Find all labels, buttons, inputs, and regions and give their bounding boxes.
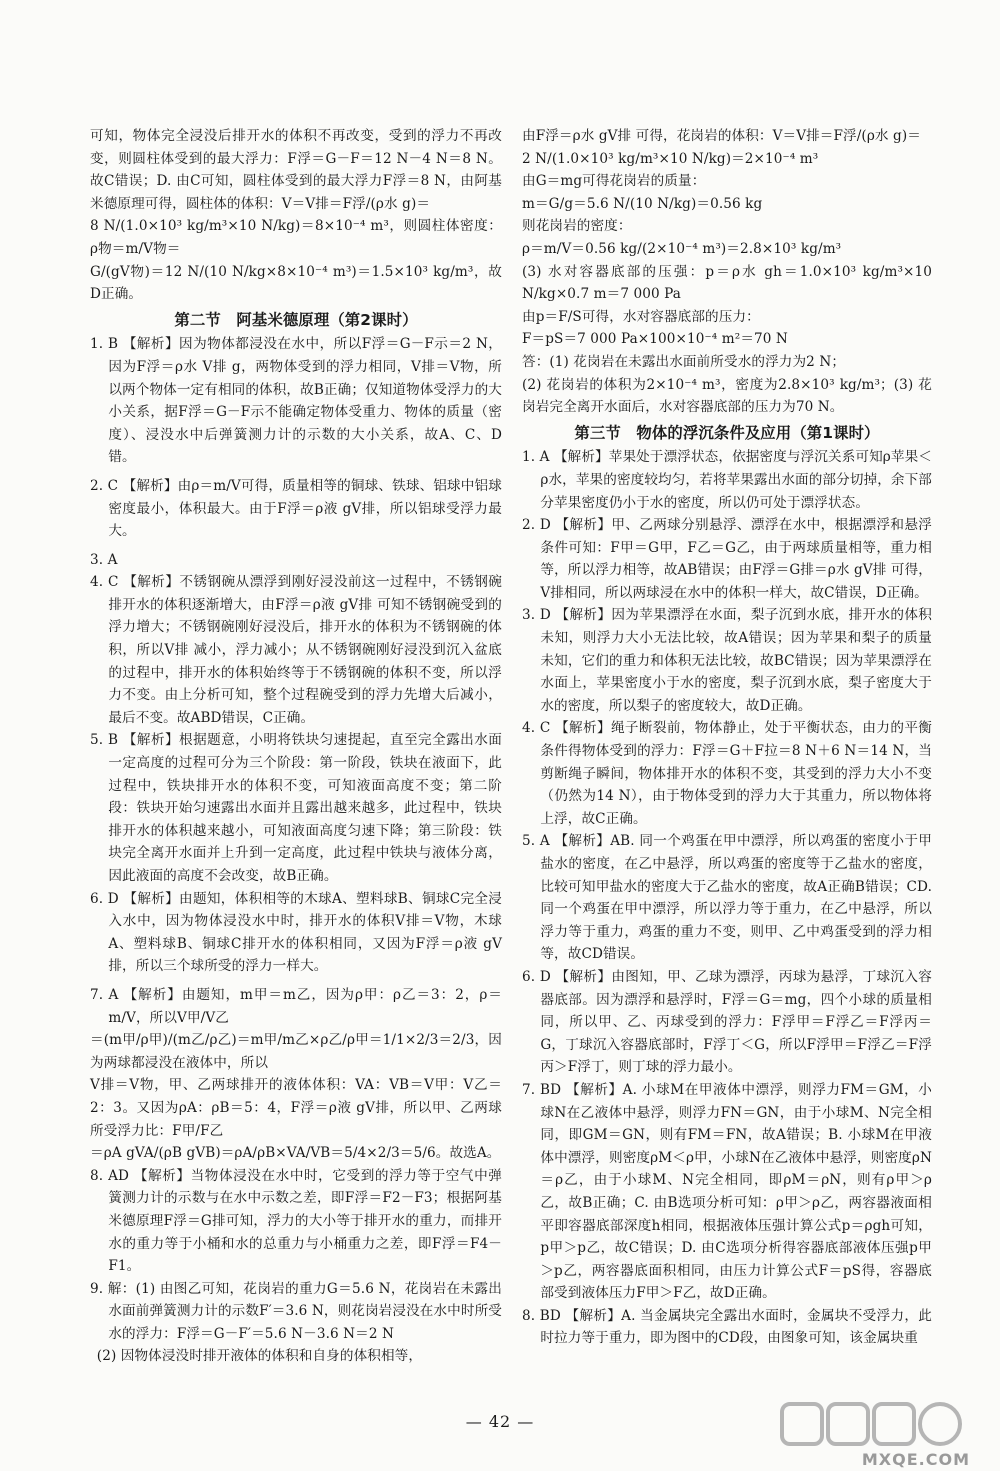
s3-answer-item-8: 8. BD 【解析】A. 当金属块完全露出水面时，金属块不受浮力，此时拉力等于重力，即为图中的CD段，由图象可知，该金属块重 [522, 1307, 932, 1347]
section-title-2: 第二节 阿基米德原理（第2课时） [174, 310, 418, 329]
answer-item-5: 5. B 【解析】根据题意，小明将铁块匀速提起，直至完全露出水面一定高度的过程可分为三个阶段：第一阶段，铁块在液面下，此过程中，铁块排开水的体积不变，可知液面高度不变；第二阶段：铁块开始匀速露出水面并且露出越来越多，此过程中，铁块排开水的体积越来越小，可知液面高度匀速下降；第三阶段：铁块完全离开水面并上升到一定高度，此过程中铁块与液体分离，因此液面的高度不会改变，故B正确。 [90, 732, 502, 884]
right-line-5: 则花岗岩的密度： [522, 218, 632, 235]
right-line-9: F＝pS＝7 000 Pa×100×10⁻⁴ m²＝70 N [522, 331, 788, 348]
right-line-11: (2) 花岗岩的体积为2×10⁻⁴ m³，密度为2.8×10³ kg/m³；(3) 花岗岩完全离开水面后，水对容器底部的压力为70 N。 [522, 376, 932, 416]
s3-answer-item-1: 1. A 【解析】苹果处于漂浮状态，依据密度与浮沉关系可知ρ苹果＜ρ水，苹果的密度较均匀，若将苹果露出水面的部分切掉，余下部分苹果密度仍小于水的密度，所以仍可处于漂浮状态。 [522, 449, 932, 511]
right-line-2: 2 N/(1.0×10³ kg/m³×10 N/kg)＝2×10⁻⁴ m³ [522, 150, 819, 167]
answer-item-3: 3. A [90, 551, 118, 568]
left-intro-line-1: 可知，物体完全浸没后排开水的体积不再改变，受到的浮力不再改变，则圆柱体受到的最大浮力：F浮＝G－F＝12 N－4 N＝8 N。故C错误；D. 由C可知，圆柱体受到的最大浮力F浮＝8 N，由阿基米德原理可得，圆柱体的体积：V＝V排＝F浮/(ρ水 g)＝ [90, 128, 502, 212]
s3-answer-item-4: 4. C 【解析】绳子断裂前，物体静止，处于平衡状态，由力的平衡条件得物体受到的浮力：F浮＝G＋F拉＝8 N＋6 N＝14 N，当剪断绳子瞬间，物体排开水的体积不变，其受到的浮力大小不变（仍然为14 N），由于物体受到的浮力大于其重力，所以物体将上浮，故C正确。 [522, 720, 932, 827]
right-line-6: ρ＝m/V＝0.56 kg/(2×10⁻⁴ m³)＝2.8×10³ kg/m³ [522, 240, 842, 257]
right-line-8: 由p＝F/S可得，水对容器底部的压力： [522, 308, 760, 325]
answer-item-2: 2. C 【解析】由ρ＝m/V可得，质量相等的铜球、铁球、铝球中铝球密度最小，体积最大。由于F浮＝ρ液 gV排，所以铝球受浮力最大。 [90, 477, 502, 540]
page-number: — 42 — [465, 1412, 535, 1431]
answer-item-1: 1. B 【解析】因为物体都浸没在水中，所以F浮＝G－F示＝2 N，因为F浮＝ρ水 V排 g，两物体受到的浮力相同，V排＝V物，所以两个物体一定有相同的体积，故B正确；仅知道物体受浮力的大小关系，据F浮＝G－F示不能确定物体受重力、物体的质量（密度）、浸没水中后弹簧测力计的示数的大小关系，故A、C、D错。 [90, 336, 502, 466]
answer-item-7: 7. A 【解析】由题知，m甲＝m乙，因为ρ甲：ρ乙＝3：2，ρ＝m/V，所以V甲/V乙 [90, 986, 502, 1026]
right-line-10: 答：(1) 花岗岩在未露出水面前所受水的浮力为2 N； [522, 353, 846, 370]
answer-item-7-cont-1: ＝(m甲/ρ甲)/(m乙/ρ乙)＝m甲/m乙×ρ乙/ρ甲＝1/1×2/3＝2/3，因为两球都浸没在液体中，所以 [90, 1032, 502, 1071]
left-column [90, 125, 502, 1368]
s3-answer-item-2: 2. D 【解析】甲、乙两球分别悬浮、漂浮在水中，根据漂浮和悬浮条件可知：F甲＝G甲，F乙＝G乙，由于两球质量相等，重力相等，所以浮力相等，故AB错误；由F浮＝G排＝ρ水 gV排 可得，V排相同，所以两球浸在水中的体积一样大，故C错误，D正确。 [522, 517, 932, 601]
s3-answer-item-6: 6. D 【解析】由图知，甲、乙球为漂浮，丙球为悬浮，丁球沉入容器底部。因为漂浮和悬浮时，F浮＝G＝mg，四个小球的质量相同，所以甲、乙、丙球受到的浮力：F浮甲＝F浮乙＝F浮丙＝G，丁球沉入容器底部时，F浮丁＜G，所以F浮甲＝F浮乙＝F浮丙＞F浮丁，则丁球的浮力最小。 [522, 968, 932, 1076]
answer-item-4: 4. C 【解析】不锈钢碗从漂浮到刚好浸没前这一过程中，不锈钢碗排开水的体积逐渐增大，由F浮＝ρ液 gV排 可知不锈钢碗受到的浮力增大；不锈钢碗刚好浸没后，排开水的体积为不锈钢碗的体积，所以V排 减小，浮力减小；从不锈钢碗刚好浸没到沉入盆底的过程中，排开水的体积始终等于不锈钢碗的体积不变，所以浮力不变。由上分析可知，整个过程碗受到的浮力先增大后减小，最后不变。故ABD错误，C正确。 [90, 574, 502, 726]
right-line-3: 由G＝mg可得花岗岩的质量： [522, 173, 706, 190]
left-intro-line-3: G/(gV物)＝12 N/(10 N/kg×8×10⁻⁴ m³)＝1.5×10³ kg/m³，故D正确。 [90, 263, 502, 303]
answer-item-9: 9. 解：(1) 由图乙可知，花岗岩的重力G＝5.6 N，花岗岩在未露出水面前弹簧测力计的示数F′＝3.6 N，则花岗岩浸没在水中时所受水的浮力：F浮＝G－F′＝5.6 N－3.6 N＝2 N [90, 1280, 502, 1342]
s3-answer-item-3: 3. D 【解析】因为苹果漂浮在水面，梨子沉到水底，排开水的体积未知，则浮力大小无法比较，故A错误；因为苹果和梨子的质量未知，它们的重力和体积无法比较，故BC错误；因为苹果漂浮在水面上，苹果密度小于水的密度，梨子沉到水底，梨子密度大于水的密度，所以梨子的密度较大，故D正确。 [522, 607, 932, 714]
s3-answer-item-7: 7. BD 【解析】A. 小球M在甲液体中漂浮，则浮力FM＝GM，小球N在乙液体中悬浮，则浮力FN＝GN，由于小球M、N完全相同，即GM＝GN，则有FM＝FN，故A错误；B. 小球M在甲液体中漂浮，则密度ρM＜ρ甲，小球N在乙液体中悬浮，则密度ρN＝ρ乙，由于小球M、N完全相同，即ρM＝ρN，则有ρ甲＞ρ乙，故B正确；C. 由B选项分析可知：ρ甲＞ρ乙，两容器液面相平即容器底部深度h相同，根据液体压强计算公式p＝ρgh可知，p甲＞p乙，故C错误；D. 由C选项分析得容器底部液体压强p甲＞p乙，两容器底面积相同，由压力计算公式F＝pS得，容器底部受到液体压力F甲＞F乙，故D正确。 [522, 1081, 932, 1302]
s3-answer-item-5: 5. A 【解析】AB. 同一个鸡蛋在甲中漂浮，所以鸡蛋的密度小于甲盐水的密度，在乙中悬浮，所以鸡蛋的密度等于乙盐水的密度，比较可知甲盐水的密度大于乙盐水的密度，故A正确B错误；CD. 同一个鸡蛋在甲中漂浮，所以浮力等于重力，在乙中悬浮，所以浮力等于重力，鸡蛋的重力不变，则甲、乙中鸡蛋受到的浮力相等，故CD错误。 [522, 833, 932, 963]
left-intro-line-2: 8 N/(1.0×10³ kg/m³×10 N/kg)＝8×10⁻⁴ m³，则圆柱体密度：ρ物＝m/V物＝ [90, 218, 502, 257]
right-line-1: 由F浮＝ρ水 gV排 可得，花岗岩的体积：V＝V排＝F浮/(ρ水 g)＝ [522, 128, 921, 144]
answer-item-8: 8. AD 【解析】当物体浸没在水中时，它受到的浮力等于空气中弹簧测力计的示数与在水中示数之差，即F浮＝F2－F3；根据阿基米德原理F浮＝G排可知，浮力的大小等于排开水的重力，而排开水的重力等于小桶和水的总重力与小桶重力之差，即F浮＝F4－F1。 [90, 1167, 502, 1275]
answer-item-7-cont-3: ＝ρA gVA/(ρB gVB)＝ρA/ρB×VA/VB＝5/4×2/3＝5/6。故选A。 [90, 1145, 501, 1162]
right-column [522, 125, 932, 1350]
right-line-4: m＝G/g＝5.6 N/(10 N/kg)＝0.56 kg [522, 195, 763, 212]
answer-item-9-part-2: (2) 因物体浸没时排开液体的体积和自身的体积相等， [96, 1348, 423, 1365]
answer-item-6: 6. D 【解析】由题知，体积相等的木球A、塑料球B、铜球C完全浸入水中，因为物体浸没水中时，排开水的体积V排＝V物，木球A、塑料球B、铜球C排开水的体积相同，又因为F浮＝ρ液 gV排，所以三个球所受的浮力一样大。 [90, 890, 502, 975]
right-line-7: (3) 水对容器底部的压强：p＝ρ水 gh＝1.0×10³ kg/m³×10 N/kg×0.7 m＝7 000 Pa [522, 263, 932, 303]
section-title-3: 第三节 物体的浮沉条件及应用（第1课时） [574, 423, 880, 442]
watermark-text: MXQE.COM [861, 1450, 970, 1469]
answer-item-7-cont-2: V排＝V物，甲、乙两球排开的液体体积：VA：VB＝V甲：V乙＝2：3。又因为ρA：ρB＝5：4，F浮＝ρ液 gV排，所以甲、乙两球所受浮力比：F甲/F乙 [90, 1077, 502, 1139]
